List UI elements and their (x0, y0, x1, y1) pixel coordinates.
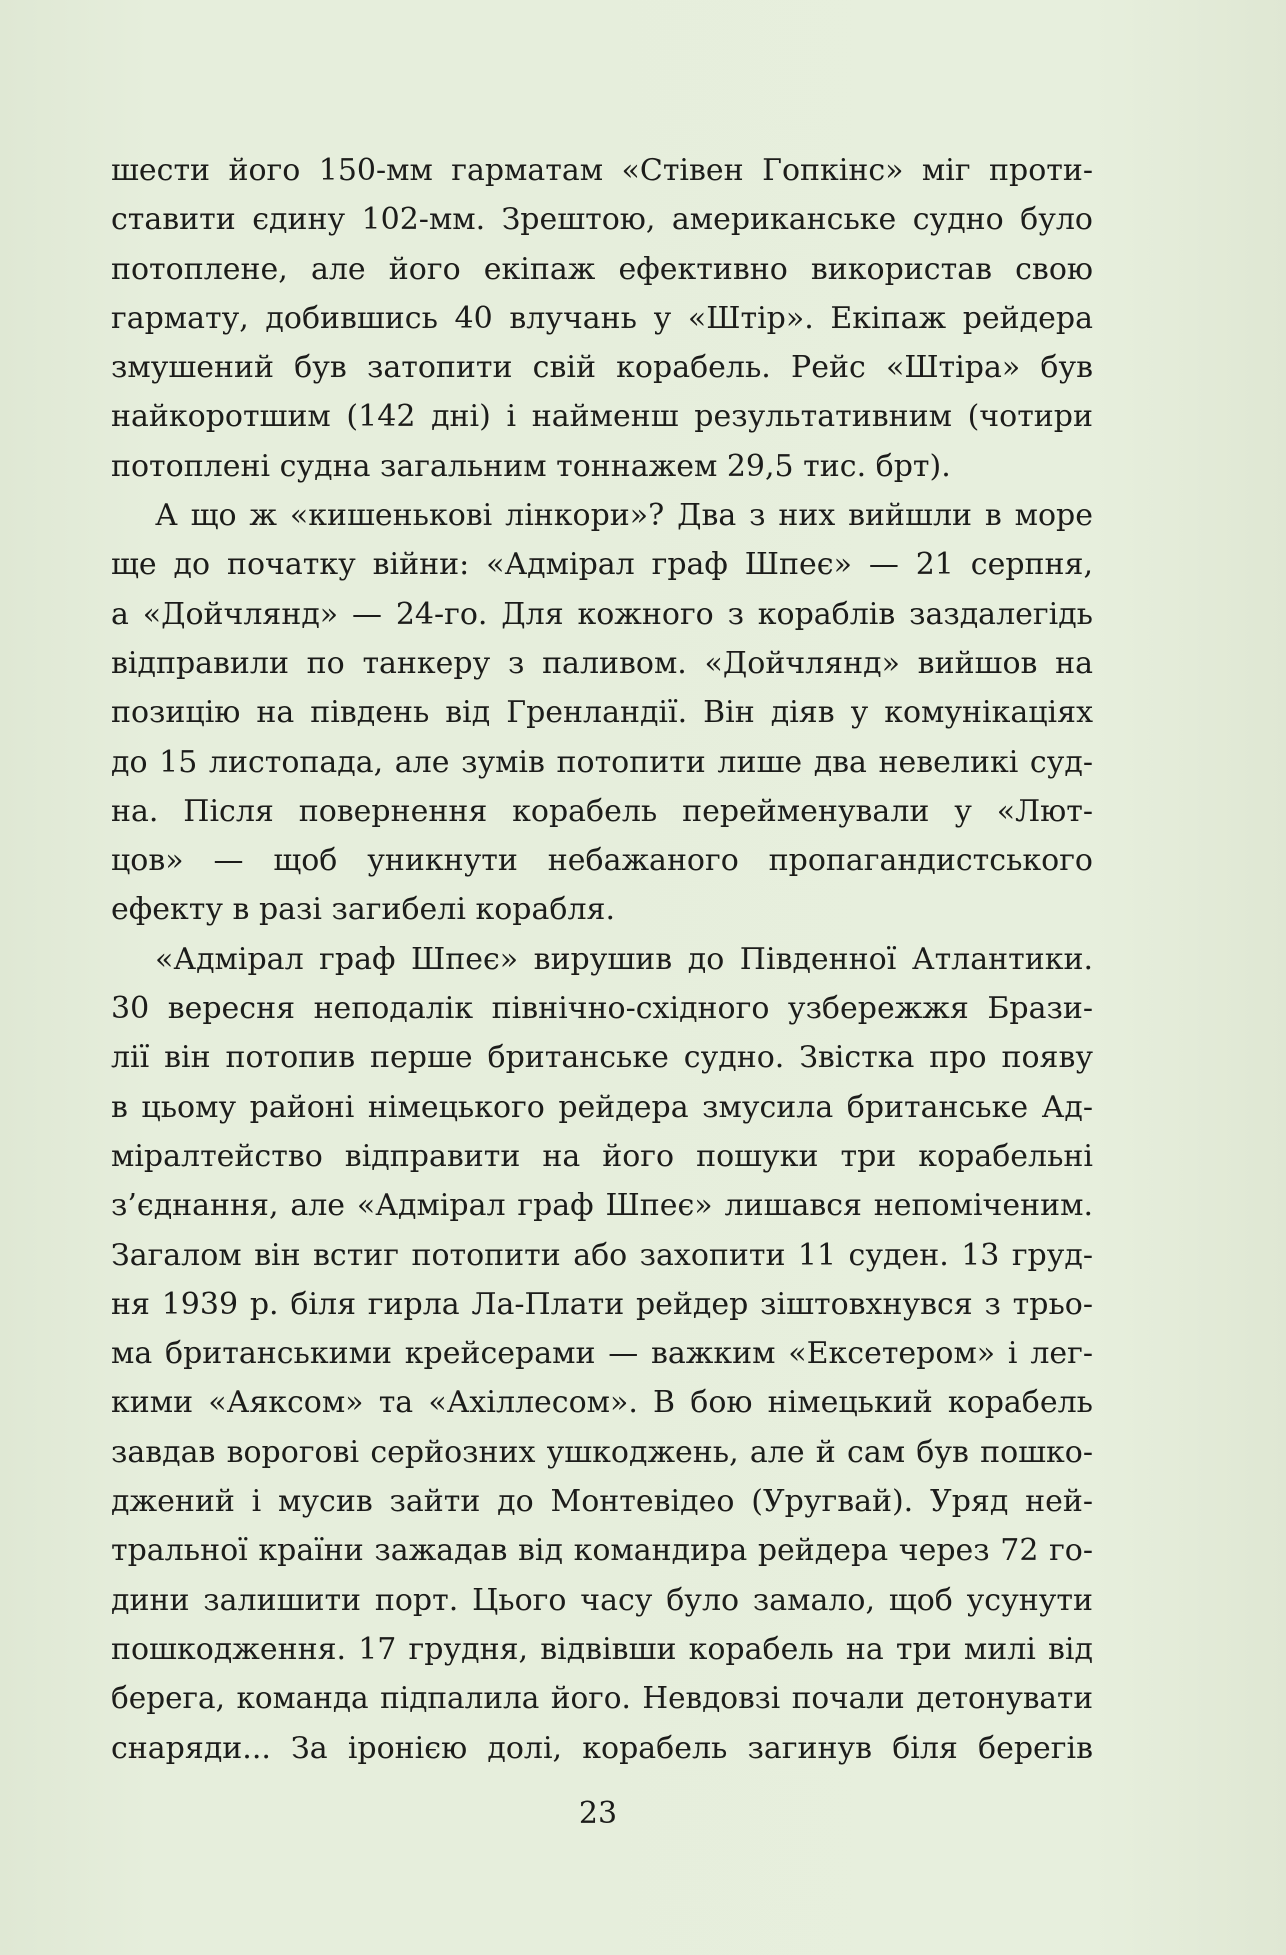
paragraph-first-line: А що ж «кишенькові лінкори»? Два з них вийшли в море (155, 498, 1093, 534)
text-line: лії він потопив перше британське судно. Звістка про появу (111, 1040, 1093, 1076)
body-text (111, 146, 1093, 1773)
text-line: до 15 листопада, але зумів потопити лише два невеликі суд- (111, 744, 1093, 780)
page-number: 23 (578, 1796, 618, 1831)
text-line: ставити єдину 102-мм. Зрештою, американське судно було (111, 202, 1093, 238)
text-line: гармату, добившись 40 влучань у «Штір». Екіпаж рейдера (111, 300, 1093, 336)
text-line: ма британськими крейсерами — важким «Ексетером» і лег- (111, 1336, 1093, 1372)
text-line: відправили по танкеру з паливом. «Дойчлянд» вийшов на (111, 645, 1093, 681)
text-line: ще до початку війни: «Адмірал граф Шпеє» — 21 серпня, (111, 547, 1093, 583)
text-line: а «Дойчлянд» — 24-го. Для кожного з кораблів заздалегідь (111, 596, 1093, 632)
text-line: ефекту в разі загибелі корабля. (111, 892, 615, 928)
text-line: снаряди... За іронією долі, корабель загинув біля берегів (111, 1730, 1093, 1766)
text-line: міралтейство відправити на його пошуки три корабельні (111, 1138, 1093, 1174)
text-line: потоплене, але його екіпаж ефективно використав свою (111, 251, 1093, 287)
text-line: кими «Аяксом» та «Ахіллесом». В бою німецький корабель (111, 1385, 1093, 1421)
text-line: дини залишити порт. Цього часу було замало, щоб усунути (111, 1582, 1093, 1618)
text-line: Загалом він встиг потопити або захопити 11 суден. 13 груд- (111, 1237, 1093, 1273)
text-line: цов» — щоб уникнути небажаного пропагандистського (111, 843, 1093, 879)
text-line: берега, команда підпалила його. Невдовзі почали детонувати (111, 1681, 1093, 1716)
text-line: тральної країни зажадав від командира рейдера через 72 го- (111, 1533, 1093, 1569)
paragraph-first-line: «Адмірал граф Шпеє» вирушив до Південної Атлантики. (155, 941, 1093, 977)
text-line: потоплені судна загальним тоннажем 29,5 тис. брт). (111, 448, 951, 484)
text-line: джений і мусив зайти до Монтевідео (Уругвай). Уряд ней- (111, 1484, 1093, 1520)
text-line: з’єднання, але «Адмірал граф Шпеє» лишався непоміченим. (111, 1188, 1093, 1224)
text-line: найкоротшим (142 дні) і найменш результативним (чотири (111, 399, 1093, 435)
text-line: завдав ворогові серйозних ушкоджень, але й сам був пошко- (111, 1434, 1093, 1470)
text-line: ня 1939 р. біля гирла Ла-Плати рейдер зіштовхнувся з трьо- (111, 1286, 1093, 1322)
text-line: 30 вересня неподалік північно-східного узбережжя Брази- (111, 991, 1093, 1027)
text-line: в цьому районі німецького рейдера змусила британське Ад- (111, 1089, 1093, 1125)
text-line: пошкодження. 17 грудня, відвівши корабель на три милі від (111, 1631, 1093, 1667)
text-line: змушений був затопити свій корабель. Рейс «Штіра» був (111, 350, 1093, 386)
text-line: позицію на південь від Гренландії. Він діяв у комунікаціях (111, 695, 1093, 731)
text-line: шести його 150-мм гарматам «Стівен Гопкінс» міг проти- (111, 153, 1093, 188)
text-line: на. Після повернення корабель перейменували у «Лют- (111, 793, 1093, 829)
